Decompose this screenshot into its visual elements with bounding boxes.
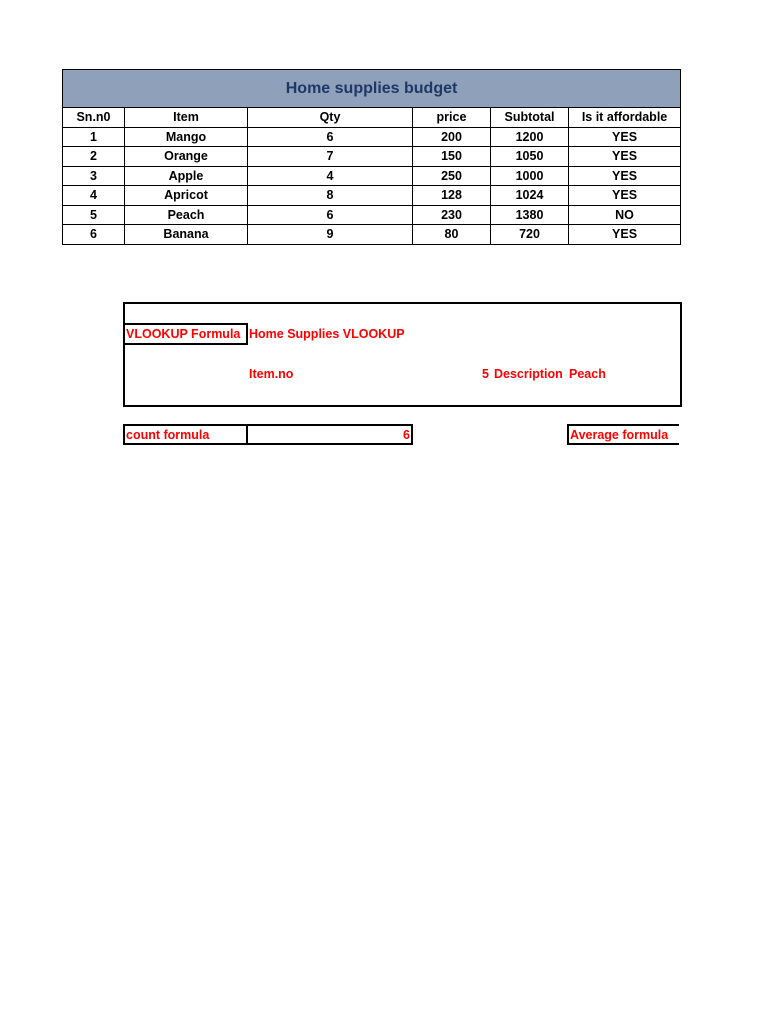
cell-qty[interactable]: 9 [248,225,413,245]
cell-price[interactable]: 150 [413,147,491,167]
cell-sn[interactable]: 5 [63,205,125,225]
table-title: Home supplies budget [63,70,681,108]
cell-affordable[interactable]: NO [569,205,681,225]
header-sn[interactable]: Sn.n0 [63,108,125,128]
cell-qty[interactable]: 4 [248,166,413,186]
cell-subtotal[interactable]: 1050 [491,147,569,167]
cell-price[interactable]: 200 [413,127,491,147]
vlookup-formula-label[interactable]: VLOOKUP Formula [123,323,248,345]
vlookup-title[interactable]: Home Supplies VLOOKUP [249,327,405,341]
cell-price[interactable]: 80 [413,225,491,245]
header-price[interactable]: price [413,108,491,128]
cell-price[interactable]: 250 [413,166,491,186]
average-left-border [567,424,569,445]
cell-subtotal[interactable]: 1380 [491,205,569,225]
cell-qty[interactable]: 7 [248,147,413,167]
header-affordable[interactable]: Is it affordable [569,108,681,128]
cell-subtotal[interactable]: 1000 [491,166,569,186]
cell-item[interactable]: Apricot [125,186,248,206]
description-label[interactable]: Description [494,367,563,381]
table-header-row [63,108,681,128]
average-formula-label[interactable]: Average formula [570,428,669,442]
table-row [63,186,681,206]
cell-qty[interactable]: 8 [248,186,413,206]
table-row [63,127,681,147]
cell-qty[interactable]: 6 [248,205,413,225]
count-formula-value[interactable]: 6 [246,424,413,445]
table-title-row [63,70,681,108]
cell-affordable[interactable]: YES [569,147,681,167]
cell-sn[interactable]: 2 [63,147,125,167]
cell-subtotal[interactable]: 1200 [491,127,569,147]
vlookup-box [123,302,682,407]
cell-affordable[interactable]: YES [569,186,681,206]
cell-sn[interactable]: 1 [63,127,125,147]
cell-affordable[interactable]: YES [569,166,681,186]
header-subtotal[interactable]: Subtotal [491,108,569,128]
item-no-value[interactable]: 5 [482,367,489,381]
cell-item[interactable]: Peach [125,205,248,225]
cell-price[interactable]: 230 [413,205,491,225]
cell-sn[interactable]: 4 [63,186,125,206]
count-formula-label[interactable]: count formula [123,424,248,445]
cell-sn[interactable]: 6 [63,225,125,245]
cell-price[interactable]: 128 [413,186,491,206]
cell-sn[interactable]: 3 [63,166,125,186]
home-supplies-budget-table [62,69,681,245]
cell-item[interactable]: Apple [125,166,248,186]
table-row [63,225,681,245]
cell-affordable[interactable]: YES [569,225,681,245]
cell-affordable[interactable]: YES [569,127,681,147]
table-row [63,166,681,186]
item-no-label[interactable]: Item.no [249,367,294,381]
table-row [63,205,681,225]
cell-subtotal[interactable]: 720 [491,225,569,245]
header-item[interactable]: Item [125,108,248,128]
cell-item[interactable]: Orange [125,147,248,167]
cell-subtotal[interactable]: 1024 [491,186,569,206]
description-value[interactable]: Peach [569,367,606,381]
table-row [63,147,681,167]
cell-qty[interactable]: 6 [248,127,413,147]
cell-item[interactable]: Banana [125,225,248,245]
header-qty[interactable]: Qty [248,108,413,128]
cell-item[interactable]: Mango [125,127,248,147]
